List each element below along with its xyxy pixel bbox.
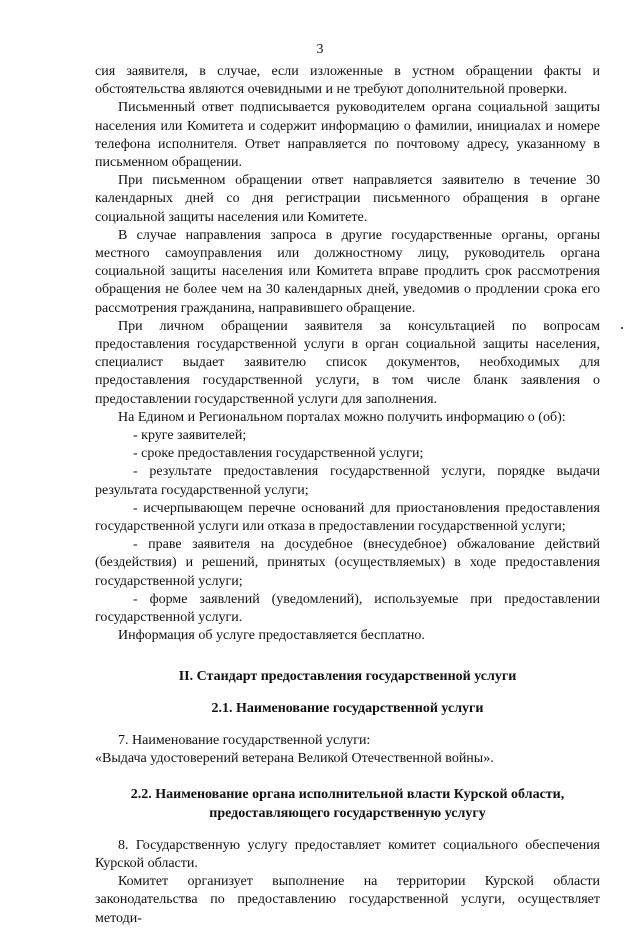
document-body [95, 63, 600, 928]
paragraph-portals-intro: На Едином и Региональном порталах можно получить информацию о (об): [118, 409, 566, 425]
subsection-2-2-title [95, 786, 600, 822]
section-ii-title: II. Стандарт предоставления государственной услуги [178, 668, 517, 684]
list-item: - круге заявителей; [133, 428, 247, 444]
paragraph-written-response: Письменный ответ подписывается руководителем органа социальной защиты населения или Комитета и содержит информацию о фамилии, инициалах и номере телефона исполнителя. Ответ направляется по почтовому адресу, указанному в письменном обращении. [95, 100, 600, 171]
paragraph-personal-visit: При личном обращении заявителя за консультацией по вопросам предоставления государственной услуги в орган социальной защиты населения, специалист выдает заявителю список документов, необходимых для предоставления государственной услуги, в том числе бланк заявления о предоставлении государственной услуги для заполнения. [95, 318, 600, 407]
item-7-line2: «Выдача удостоверений ветерана Великой Отечественной войны». [95, 751, 494, 767]
paragraph-free-info: Информация об услуге предоставляется бесплатно. [118, 628, 425, 644]
subsection-2-2-line2: предоставляющего государственную услугу [209, 805, 486, 821]
page-number: 3 [316, 42, 324, 57]
item-7-line1: 7. Наименование государственной услуги: [118, 732, 371, 748]
subsection-2-2-line1: 2.2. Наименование органа исполнительной власти Курской области, [130, 787, 565, 803]
list-item: - исчерпывающем перечне оснований для приостановления предоставления государственной услуги или отказа в предоставлении государственной услуги; [95, 500, 600, 535]
paragraph-committee: Комитет организует выполнение на территории Курской области законодательства по предоставлению государственной услуги, осуществляет методи- [95, 874, 600, 926]
paragraph-continuation: сия заявителя, в случае, если изложенные в устном обращении факты и обстоятельства являются очевидными и не требуют дополнительной проверки. [95, 64, 600, 98]
paragraph-extension: В случае направления запроса в другие государственные органы, органы местного самоуправления или должностному лицу, руководитель органа социальной защиты населения или Комитета вправе продлить срок рассмотрения обращения не более чем на 30 календарных дней, уведомив о продлении срока его рассмотрения гражданина, направившего обращение. [95, 227, 600, 316]
subsection-2-1-title: 2.1. Наименование государственной услуги [211, 700, 484, 716]
paragraph-response-term: При письменном обращении ответ направляется заявителю в течение 30 календарных дней со дня регистрации письменного обращения в органе социальной защиты населения или Комитете. [95, 173, 600, 225]
scan-mark [621, 327, 623, 329]
portal-info-list [95, 427, 600, 627]
list-item: - результате предоставления государственной услуги, порядке выдачи результата государственной услуги; [95, 464, 600, 498]
item-8: 8. Государственную услугу предоставляет комитет социального обеспечения Курской области. [95, 837, 600, 871]
list-item: - сроке предоставления государственной услуги; [133, 446, 424, 462]
list-item: - форме заявлений (уведомлений), используемые при предоставлении государственной услуги. [95, 591, 600, 626]
list-item: - праве заявителя на досудебное (внесудебное) обжалование действий (бездействия) и решений, принятых (осуществляемых) в ходе предоставления государственной услуги; [95, 537, 600, 589]
